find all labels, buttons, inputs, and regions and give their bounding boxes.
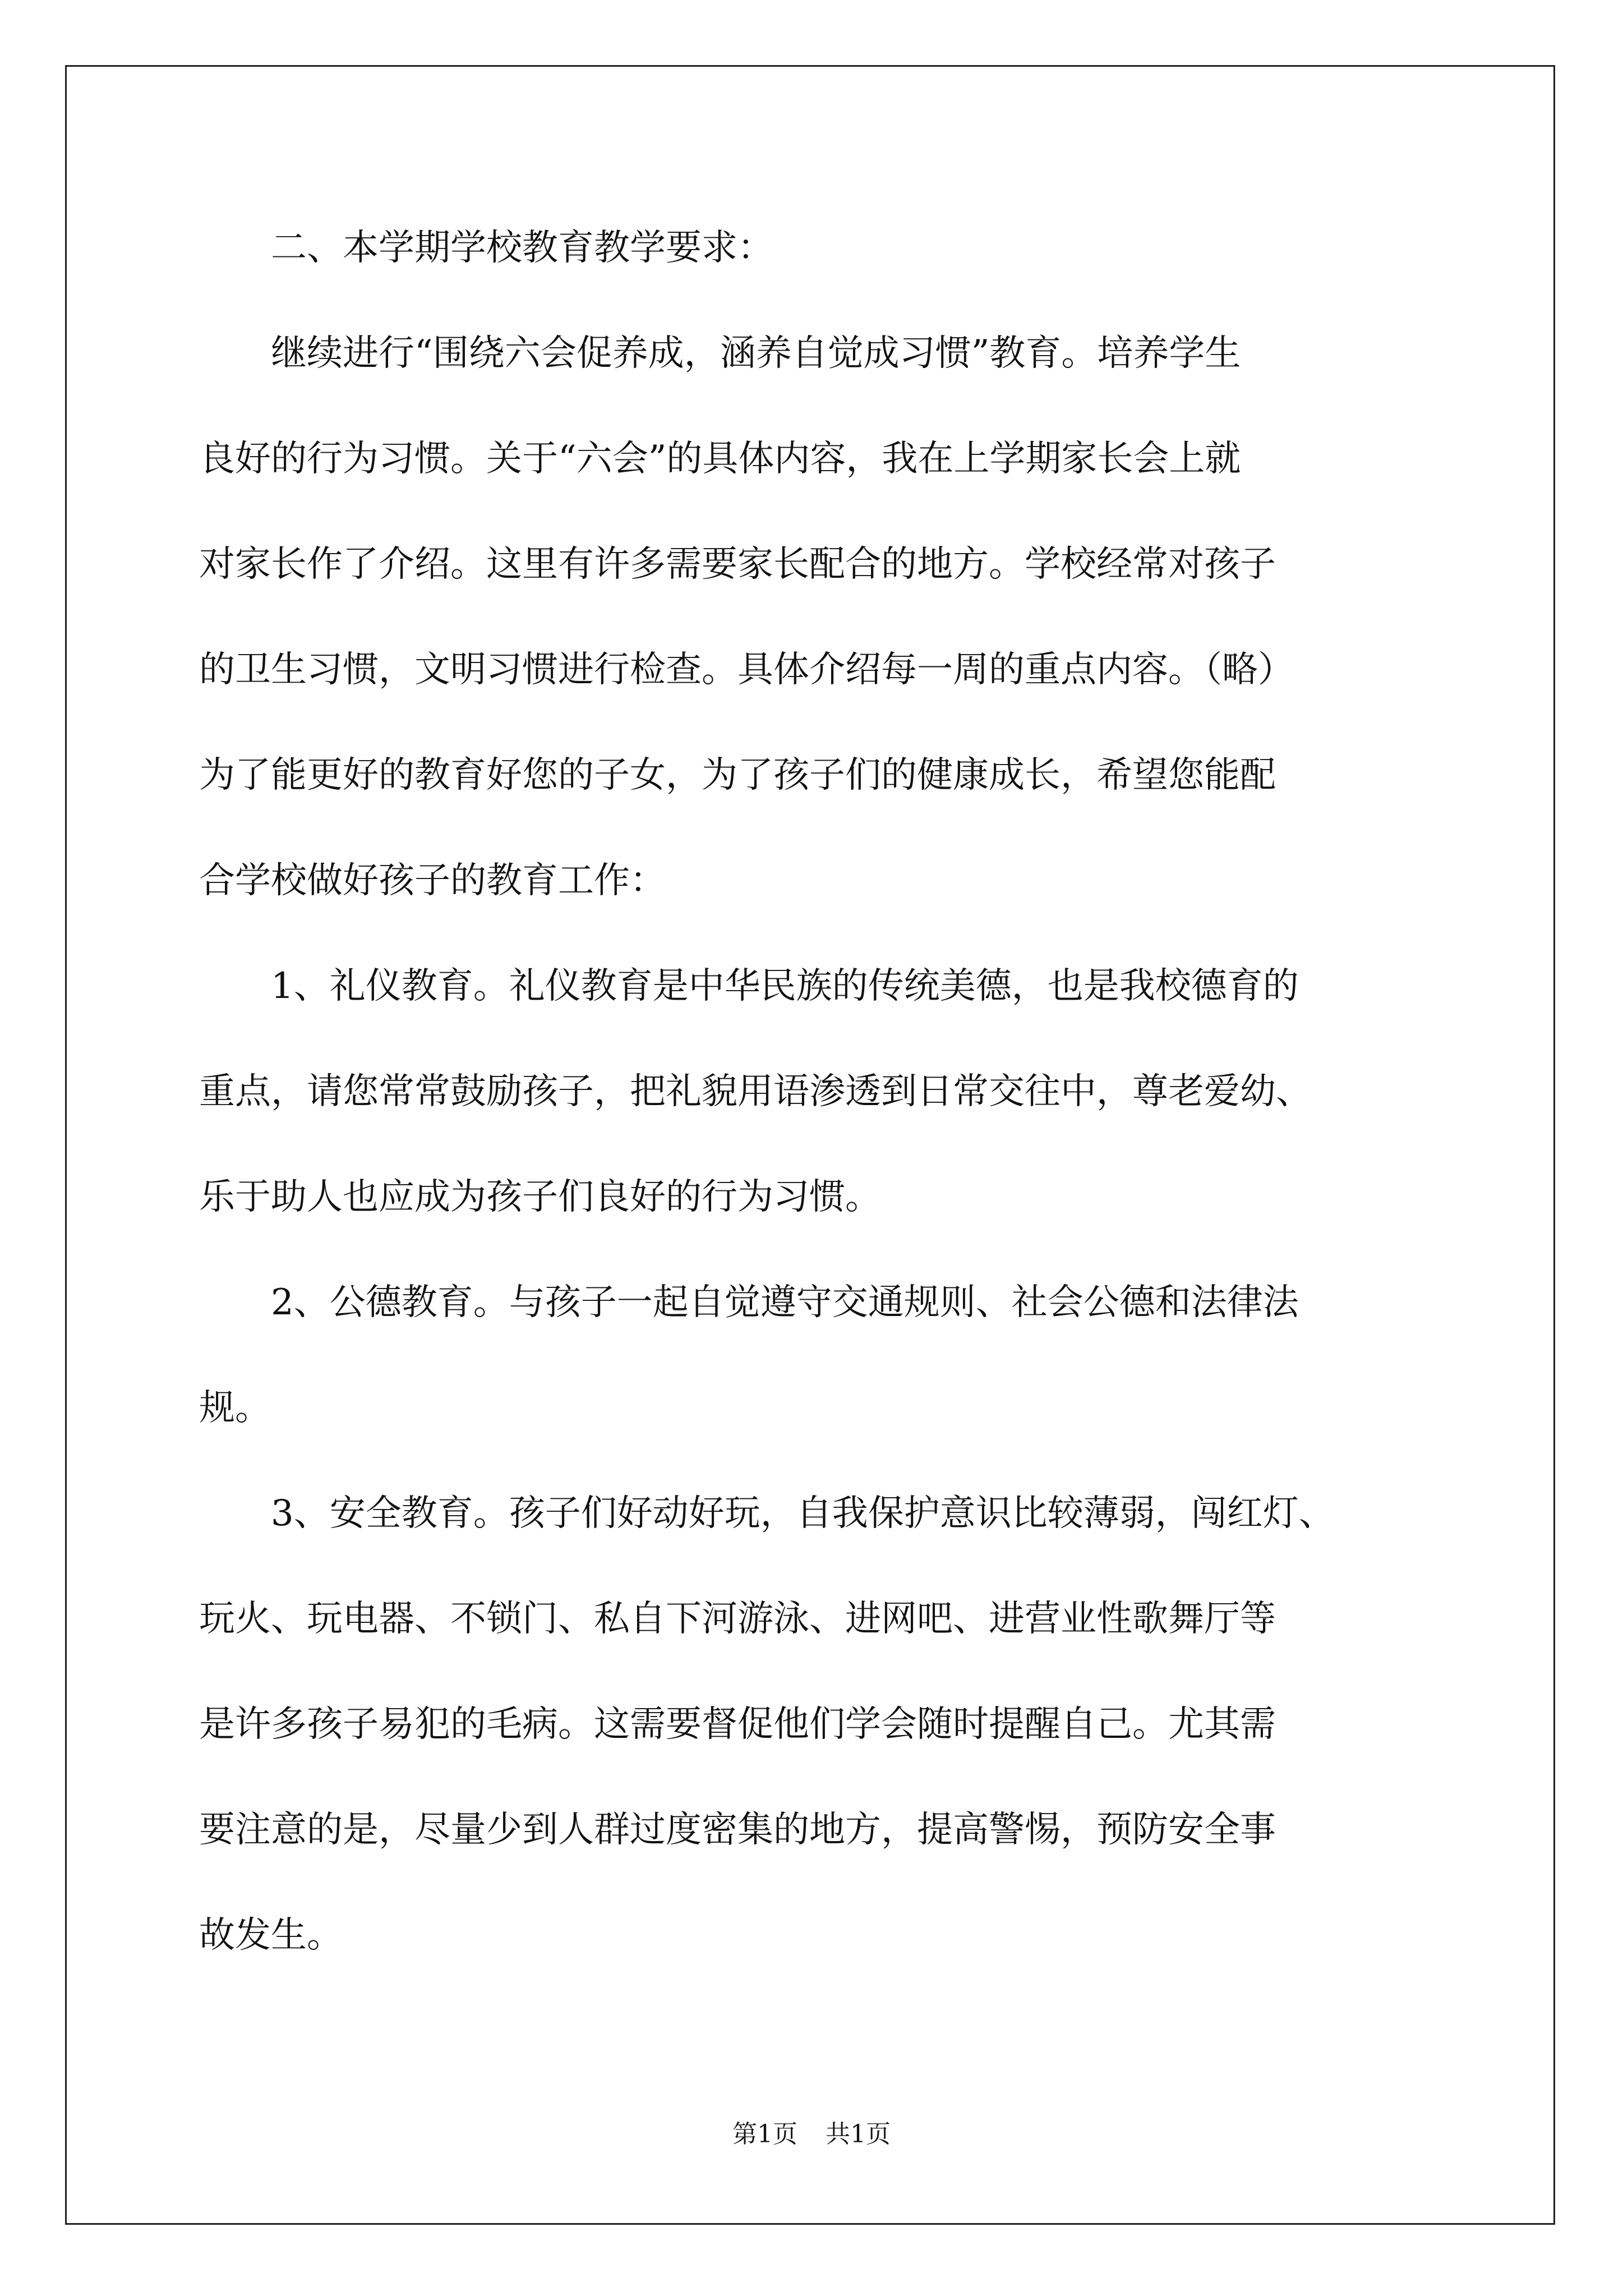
- line-spacer: [199, 485, 1422, 538]
- line-spacer: [199, 1118, 1422, 1171]
- line-spacer: [199, 1329, 1422, 1382]
- paragraph-line: 良好的行为习惯。关于“六会”的具体内容，我在上学期家长会上就: [199, 438, 1241, 480]
- line-spacer: [199, 802, 1422, 854]
- paragraph-first-line: 3、安全教育。孩子们好动好玩，自我保护意识比较薄弱，闯红灯、: [271, 1493, 1335, 1534]
- paragraph-line: 重点，请您常常鼓励孩子，把礼貌用语渗透到日常交往中，尊老爱幼、: [199, 1071, 1312, 1112]
- paragraph-line: 合学校做好孩子的教育工作：: [199, 860, 666, 901]
- paragraph-line: 规。: [199, 1387, 271, 1429]
- paragraph-first-line: 2、公德教育。与孩子一起自觉遵守交通规则、社会公德和法律法: [271, 1282, 1299, 1323]
- paragraph-line: 是许多孩子易犯的毛病。这需要督促他们学会随时提醒自己。尤其需: [199, 1704, 1276, 1745]
- page-footer: [0, 2114, 1623, 2150]
- line-spacer: [199, 1540, 1422, 1593]
- line-spacer: [199, 1223, 1422, 1276]
- line-spacer: [199, 1013, 1422, 1065]
- document-body: [199, 222, 1422, 1962]
- line-spacer: [199, 1751, 1422, 1803]
- line-spacer: [199, 907, 1422, 960]
- line-spacer: [199, 1434, 1422, 1487]
- paragraph-line: 乐于助人也应成为孩子们良好的行为习惯。: [199, 1176, 881, 1218]
- line-spacer: [199, 380, 1422, 432]
- paragraph-first-line: 1、礼仪教育。礼仪教育是中华民族的传统美德，也是我校德育的: [271, 965, 1299, 1007]
- line-spacer: [199, 1856, 1422, 1909]
- paragraph-line: 的卫生习惯，文明习惯进行检查。具体介绍每一周的重点内容。（略）: [199, 649, 1294, 691]
- paragraph-line: 对家长作了介绍。这里有许多需要家长配合的地方。学校经常对孩子: [199, 544, 1276, 585]
- line-spacer: [199, 696, 1422, 749]
- page-number: 第1页: [732, 2120, 797, 2148]
- paragraph-line: 故发生。: [199, 1915, 343, 1956]
- line-spacer: [199, 591, 1422, 643]
- line-spacer: [199, 1645, 1422, 1698]
- paragraph-line: 为了能更好的教育好您的子女，为了孩子们的健康成长，希望您能配: [199, 754, 1276, 796]
- paragraph-line: 要注意的是，尽量少到人群过度密集的地方，提高警惕，预防安全事: [199, 1809, 1276, 1851]
- line-spacer: [199, 274, 1422, 327]
- paragraph-first-line: 继续进行“围绕六会促养成，涵养自觉成习惯”教育。培养学生: [271, 333, 1241, 374]
- page-total: 共1页: [826, 2120, 891, 2148]
- paragraph-first-line: 二、本学期学校教育教学要求：: [271, 227, 773, 269]
- paragraph-line: 玩火、玩电器、不锁门、私自下河游泳、进网吧、进营业性歌舞厅等: [199, 1598, 1276, 1640]
